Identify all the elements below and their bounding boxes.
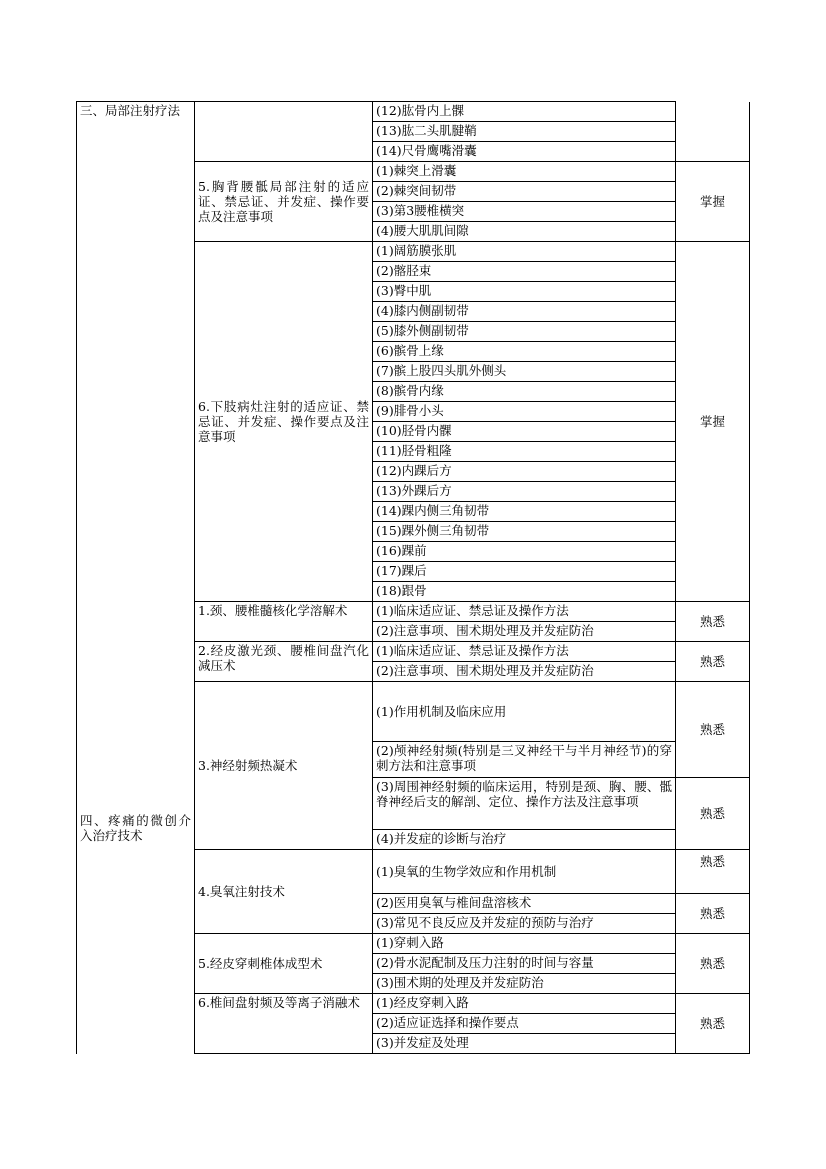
item-cell: (8)髌骨内缘 <box>373 382 676 402</box>
item-cell: (1)临床适应证、禁忌证及操作方法 <box>373 602 676 622</box>
requirement-cell: 熟悉 <box>676 602 750 642</box>
syllabus-table <box>76 101 750 1054</box>
item-cell: (2)颅神经射频(特别是三叉神经干与半月神经节)的穿刺方法和注意事项 <box>373 742 676 778</box>
item-cell: (1)阔筋膜张肌 <box>373 242 676 262</box>
item-cell: (16)踝前 <box>373 542 676 562</box>
requirement-cell: 熟悉 <box>676 894 750 934</box>
item-cell: (6)髌骨上缘 <box>373 342 676 362</box>
item-cell: (1)棘突上滑囊 <box>373 162 676 182</box>
requirement-cell: 熟悉 <box>676 682 750 778</box>
item-cell: (1)臭氧的生物学效应和作用机制 <box>373 850 676 894</box>
item-cell: (13)外踝后方 <box>373 482 676 502</box>
item-cell: (12)肱骨内上髁 <box>373 102 676 122</box>
item-cell: (2)骨水泥配制及压力注射的时间与容量 <box>373 954 676 974</box>
item-cell: (2)棘突间韧带 <box>373 182 676 202</box>
requirement-cell: 熟悉 <box>676 778 750 850</box>
topic-title: 4.臭氧注射技术 <box>195 850 373 934</box>
item-cell: (1)临床适应证、禁忌证及操作方法 <box>373 642 676 662</box>
topic-title: 6.下肢病灶注射的适应证、禁忌证、并发症、操作要点及注意事项 <box>195 242 373 602</box>
item-cell: (5)膝外侧副韧带 <box>373 322 676 342</box>
item-cell: (14)踝内侧三角韧带 <box>373 502 676 522</box>
item-cell: (18)跟骨 <box>373 582 676 602</box>
requirement-cell: 熟悉 <box>676 994 750 1054</box>
item-cell: (9)腓骨小头 <box>373 402 676 422</box>
item-cell: (1)经皮穿刺入路 <box>373 994 676 1014</box>
item-cell: (3)第3腰椎横突 <box>373 202 676 222</box>
requirement-cell-empty <box>676 102 750 162</box>
topic-title: 6.椎间盘射频及等离子消融术 <box>195 994 373 1054</box>
item-cell: (2)髂胫束 <box>373 262 676 282</box>
item-cell: (4)膝内侧副韧带 <box>373 302 676 322</box>
item-cell: (10)胫骨内髁 <box>373 422 676 442</box>
requirement-cell: 掌握 <box>676 242 750 602</box>
item-cell: (4)腰大肌肌间隙 <box>373 222 676 242</box>
item-cell: (12)内踝后方 <box>373 462 676 482</box>
item-cell: (1)穿刺入路 <box>373 934 676 954</box>
topic-title: 2.经皮激光颈、腰椎间盘汽化减压术 <box>195 642 373 682</box>
item-cell: (2)注意事项、围术期处理及并发症防治 <box>373 622 676 642</box>
item-cell: (3)围术期的处理及并发症防治 <box>373 974 676 994</box>
item-cell: (17)踝后 <box>373 562 676 582</box>
item-cell: (1)作用机制及临床应用 <box>373 682 676 742</box>
item-cell: (15)踝外侧三角韧带 <box>373 522 676 542</box>
table-row <box>77 602 750 622</box>
item-cell: (2)适应证选择和操作要点 <box>373 1014 676 1034</box>
category-local-injection: 三、局部注射疗法 <box>77 102 195 602</box>
item-cell: (2)注意事项、围术期处理及并发症防治 <box>373 662 676 682</box>
topic-title: 5.经皮穿刺椎体成型术 <box>195 934 373 994</box>
topic-title: 1.颈、腰椎髓核化学溶解术 <box>195 602 373 642</box>
requirement-cell: 熟悉 <box>676 642 750 682</box>
topic-title: 3.神经射频热凝术 <box>195 682 373 850</box>
item-cell: (7)髌上股四头肌外侧头 <box>373 362 676 382</box>
item-cell: (11)胫骨粗隆 <box>373 442 676 462</box>
category-minimally-invasive: 四、疼痛的微创介入治疗技术 <box>77 602 195 1054</box>
item-cell: (4)并发症的诊断与治疗 <box>373 830 676 850</box>
item-cell: (3)臀中肌 <box>373 282 676 302</box>
requirement-cell: 熟悉 <box>676 850 750 894</box>
table-row <box>77 102 750 122</box>
item-cell: (2)医用臭氧与椎间盘溶核术 <box>373 894 676 914</box>
requirement-cell: 熟悉 <box>676 934 750 994</box>
item-cell: (13)肱二头肌腱鞘 <box>373 122 676 142</box>
item-cell: (3)周围神经射频的临床运用，特别是颈、胸、腰、骶脊神经后支的解剖、定位、操作方法及注意事项 <box>373 778 676 830</box>
requirement-cell: 掌握 <box>676 162 750 242</box>
item-cell: (3)并发症及处理 <box>373 1034 676 1054</box>
topic-title: 5.胸背腰骶局部注射的适应证、禁忌证、并发症、操作要点及注意事项 <box>195 162 373 242</box>
item-cell: (3)常见不良反应及并发症的预防与治疗 <box>373 914 676 934</box>
topic-cell-empty <box>195 102 373 162</box>
item-cell: (14)尺骨鹰嘴滑囊 <box>373 142 676 162</box>
